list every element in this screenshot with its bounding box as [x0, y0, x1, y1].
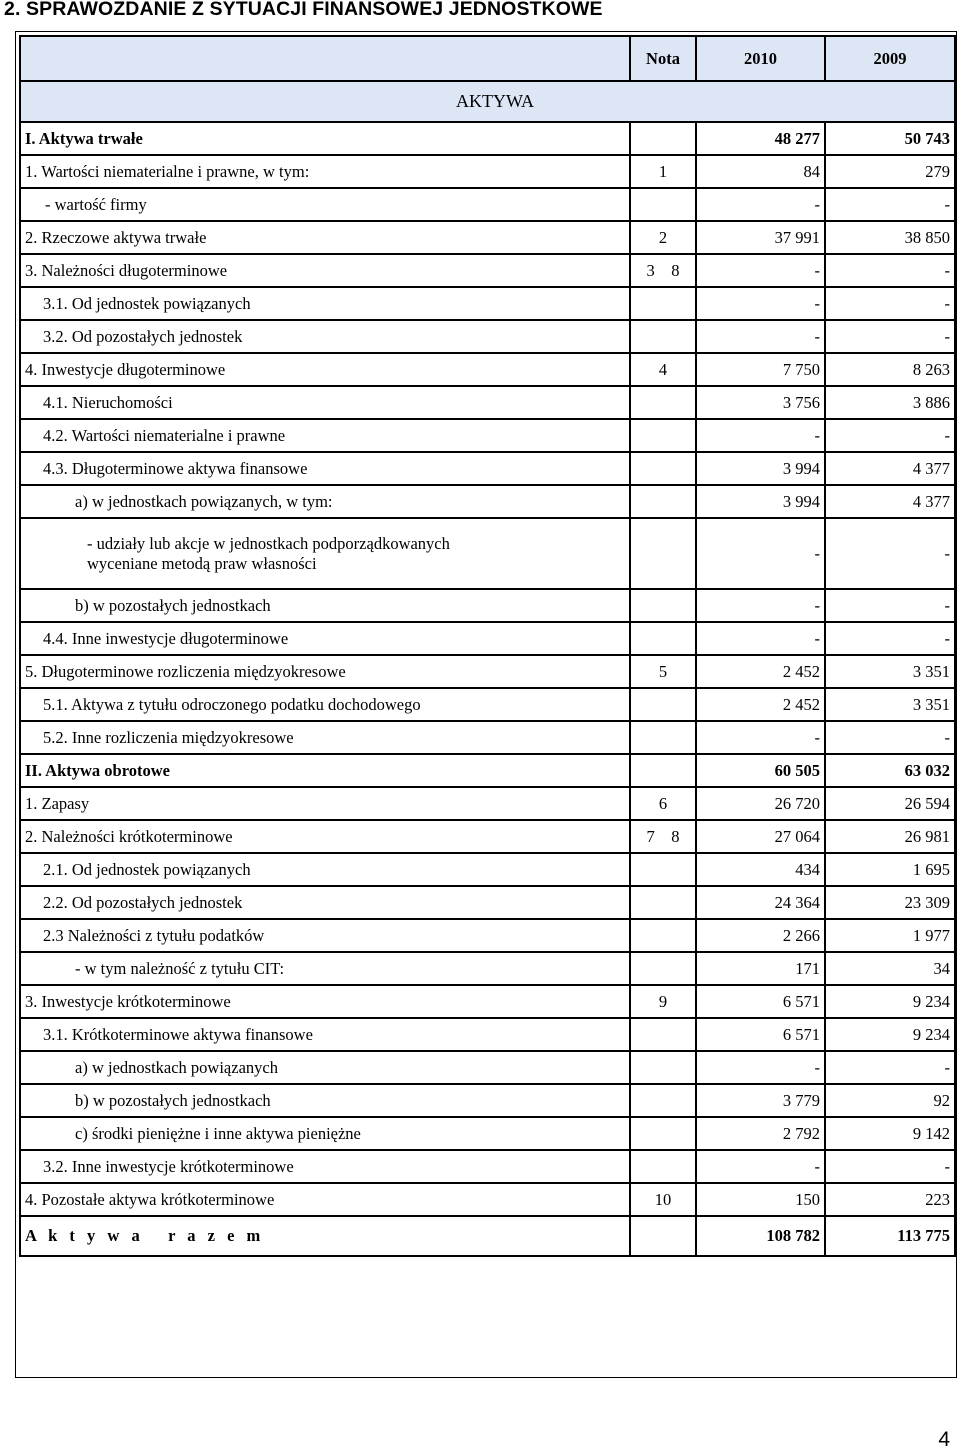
row-value-2010: 434	[696, 853, 825, 886]
row-value-2009: 26 594	[825, 787, 955, 820]
row-value-2010: -	[696, 518, 825, 589]
row-value-2010: -	[696, 589, 825, 622]
row-label: 2.1. Od jednostek powiązanych	[20, 853, 630, 886]
row-label: 1. Zapasy	[20, 787, 630, 820]
table-row	[20, 886, 955, 919]
total-row	[20, 1216, 955, 1256]
row-value-2009: 4 377	[825, 485, 955, 518]
balance-sheet-table	[19, 35, 956, 1257]
row-label: 4.3. Długoterminowe aktywa finansowe	[20, 452, 630, 485]
row-value-2009: 9 234	[825, 985, 955, 1018]
row-value-2010: 7 750	[696, 353, 825, 386]
table-row	[20, 221, 955, 254]
row-value-2009: -	[825, 518, 955, 589]
row-label: a) w jednostkach powiązanych	[20, 1051, 630, 1084]
row-value-2010: 24 364	[696, 886, 825, 919]
row-value-2009: -	[825, 1150, 955, 1183]
table-row	[20, 1051, 955, 1084]
row-value-2009: 63 032	[825, 754, 955, 787]
table-row	[20, 721, 955, 754]
row-label: II. Aktywa obrotowe	[20, 754, 630, 787]
row-value-2009: 223	[825, 1183, 955, 1216]
row-label: c) środki pieniężne i inne aktywa pieniężne	[20, 1117, 630, 1150]
row-label: b) w pozostałych jednostkach	[20, 1084, 630, 1117]
table-row	[20, 188, 955, 221]
row-nota	[630, 754, 696, 787]
header-row	[20, 36, 955, 81]
row-nota: 3 8	[630, 254, 696, 287]
row-label: 3. Inwestycje krótkoterminowe	[20, 985, 630, 1018]
table-row	[20, 688, 955, 721]
row-nota	[630, 320, 696, 353]
row-value-2009: -	[825, 721, 955, 754]
row-nota	[630, 919, 696, 952]
row-label: 5.2. Inne rozliczenia międzyokresowe	[20, 721, 630, 754]
table-row	[20, 353, 955, 386]
row-label: 2.3 Należności z tytułu podatków	[20, 919, 630, 952]
row-nota	[630, 1018, 696, 1051]
header-year-2009: 2009	[825, 36, 955, 81]
row-label: - udziały lub akcje w jednostkach podporządkowanych wyceniane metodą praw własności	[20, 518, 630, 589]
row-label: 3.2. Od pozostałych jednostek	[20, 320, 630, 353]
row-value-2009: 1 695	[825, 853, 955, 886]
row-value-2010: 2 792	[696, 1117, 825, 1150]
row-value-2009: 3 351	[825, 655, 955, 688]
row-nota: 5	[630, 655, 696, 688]
row-value-2010: 26 720	[696, 787, 825, 820]
row-value-2009: 9 142	[825, 1117, 955, 1150]
row-nota	[630, 721, 696, 754]
row-label: 3. Należności długoterminowe	[20, 254, 630, 287]
row-value-2010: -	[696, 419, 825, 452]
row-label: 4.1. Nieruchomości	[20, 386, 630, 419]
table-row	[20, 655, 955, 688]
row-label: 3.2. Inne inwestycje krótkoterminowe	[20, 1150, 630, 1183]
row-value-2010: 3 994	[696, 452, 825, 485]
row-nota	[630, 952, 696, 985]
row-value-2009: -	[825, 254, 955, 287]
table-row	[20, 254, 955, 287]
row-value-2009: 92	[825, 1084, 955, 1117]
row-nota	[630, 1084, 696, 1117]
row-nota: 1	[630, 155, 696, 188]
table-row	[20, 919, 955, 952]
table-row	[20, 952, 955, 985]
table-row	[20, 985, 955, 1018]
row-nota	[630, 188, 696, 221]
row-value-2010: 3 779	[696, 1084, 825, 1117]
table-row	[20, 754, 955, 787]
table-row	[20, 820, 955, 853]
row-nota: 10	[630, 1183, 696, 1216]
row-value-2009: 8 263	[825, 353, 955, 386]
total-value-2009: 113 775	[825, 1216, 955, 1256]
row-value-2009: 9 234	[825, 1018, 955, 1051]
row-label: 1. Wartości niematerialne i prawne, w tym:	[20, 155, 630, 188]
row-label: 5. Długoterminowe rozliczenia międzyokresowe	[20, 655, 630, 688]
row-label: - wartość firmy	[20, 188, 630, 221]
row-nota	[630, 419, 696, 452]
row-value-2010: 2 266	[696, 919, 825, 952]
table-row	[20, 589, 955, 622]
row-nota	[630, 518, 696, 589]
row-value-2010: 37 991	[696, 221, 825, 254]
row-value-2009: 34	[825, 952, 955, 985]
total-nota	[630, 1216, 696, 1256]
section-row	[20, 81, 955, 122]
row-value-2010: 3 994	[696, 485, 825, 518]
row-label: a) w jednostkach powiązanych, w tym:	[20, 485, 630, 518]
row-value-2010: -	[696, 1051, 825, 1084]
table-row	[20, 122, 955, 155]
table-row	[20, 1150, 955, 1183]
row-value-2009: 23 309	[825, 886, 955, 919]
row-nota	[630, 853, 696, 886]
row-value-2009: -	[825, 419, 955, 452]
row-nota	[630, 452, 696, 485]
table-row	[20, 622, 955, 655]
row-nota	[630, 287, 696, 320]
row-value-2009: 279	[825, 155, 955, 188]
row-value-2010: 150	[696, 1183, 825, 1216]
header-nota: Nota	[630, 36, 696, 81]
row-label: 4. Pozostałe aktywa krótkoterminowe	[20, 1183, 630, 1216]
row-nota	[630, 122, 696, 155]
row-label: 3.1. Krótkoterminowe aktywa finansowe	[20, 1018, 630, 1051]
header-year-2010: 2010	[696, 36, 825, 81]
row-value-2009: -	[825, 1051, 955, 1084]
row-value-2010: 84	[696, 155, 825, 188]
table-row	[20, 155, 955, 188]
row-label: b) w pozostałych jednostkach	[20, 589, 630, 622]
row-nota	[630, 1150, 696, 1183]
table-row	[20, 1117, 955, 1150]
table-row	[20, 419, 955, 452]
row-nota	[630, 485, 696, 518]
table-row	[20, 1018, 955, 1051]
row-value-2009: 1 977	[825, 919, 955, 952]
row-label: 4.2. Wartości niematerialne i prawne	[20, 419, 630, 452]
row-nota: 7 8	[630, 820, 696, 853]
table-row	[20, 287, 955, 320]
row-nota	[630, 622, 696, 655]
row-value-2010: -	[696, 188, 825, 221]
row-value-2010: 60 505	[696, 754, 825, 787]
row-label: 4. Inwestycje długoterminowe	[20, 353, 630, 386]
row-nota	[630, 1117, 696, 1150]
table-row	[20, 386, 955, 419]
row-value-2010: 6 571	[696, 1018, 825, 1051]
row-value-2010: -	[696, 320, 825, 353]
row-value-2010: 3 756	[696, 386, 825, 419]
row-value-2009: -	[825, 287, 955, 320]
row-label: 4.4. Inne inwestycje długoterminowe	[20, 622, 630, 655]
table-row	[20, 485, 955, 518]
row-value-2009: 50 743	[825, 122, 955, 155]
row-label: 2.2. Od pozostałych jednostek	[20, 886, 630, 919]
total-label: A k t y w a r a z e m	[20, 1216, 630, 1256]
row-value-2010: 27 064	[696, 820, 825, 853]
section-title: AKTYWA	[20, 81, 955, 122]
table-row	[20, 1084, 955, 1117]
row-value-2009: 26 981	[825, 820, 955, 853]
page-number: 4	[938, 1428, 950, 1451]
row-value-2010: 6 571	[696, 985, 825, 1018]
table-row	[20, 320, 955, 353]
row-nota	[630, 589, 696, 622]
page-title: 2. SPRAWOZDANIE Z SYTUACJI FINANSOWEJ JEDNOSTKOWE	[4, 0, 603, 20]
row-nota: 4	[630, 353, 696, 386]
table-row	[20, 853, 955, 886]
row-nota	[630, 386, 696, 419]
row-value-2009: -	[825, 589, 955, 622]
row-nota: 9	[630, 985, 696, 1018]
row-value-2010: 2 452	[696, 688, 825, 721]
row-value-2010: -	[696, 287, 825, 320]
row-value-2009: -	[825, 622, 955, 655]
row-label: 2. Należności krótkoterminowe	[20, 820, 630, 853]
header-blank-cell	[20, 36, 630, 81]
table-row	[20, 518, 955, 589]
row-label: 5.1. Aktywa z tytułu odroczonego podatku dochodowego	[20, 688, 630, 721]
row-nota	[630, 886, 696, 919]
row-value-2009: 38 850	[825, 221, 955, 254]
row-nota	[630, 688, 696, 721]
row-label: I. Aktywa trwałe	[20, 122, 630, 155]
table-row	[20, 1183, 955, 1216]
row-value-2009: 4 377	[825, 452, 955, 485]
row-label: 2. Rzeczowe aktywa trwałe	[20, 221, 630, 254]
row-value-2009: 3 351	[825, 688, 955, 721]
row-value-2010: 2 452	[696, 655, 825, 688]
row-value-2009: 3 886	[825, 386, 955, 419]
total-value-2010: 108 782	[696, 1216, 825, 1256]
table-row	[20, 452, 955, 485]
row-value-2010: 171	[696, 952, 825, 985]
row-value-2010: -	[696, 721, 825, 754]
row-value-2010: -	[696, 254, 825, 287]
row-value-2009: -	[825, 188, 955, 221]
row-nota	[630, 1051, 696, 1084]
row-nota: 2	[630, 221, 696, 254]
row-nota: 6	[630, 787, 696, 820]
row-value-2010: -	[696, 1150, 825, 1183]
row-label: 3.1. Od jednostek powiązanych	[20, 287, 630, 320]
row-value-2010: -	[696, 622, 825, 655]
table-row	[20, 787, 955, 820]
row-value-2010: 48 277	[696, 122, 825, 155]
row-label: - w tym należność z tytułu CIT:	[20, 952, 630, 985]
row-value-2009: -	[825, 320, 955, 353]
